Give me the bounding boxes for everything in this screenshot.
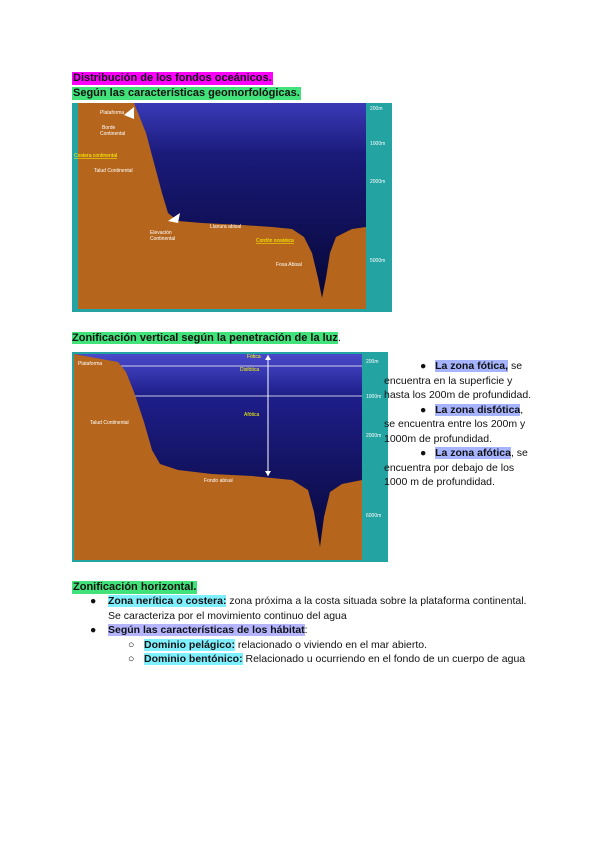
label-borde-continental: Continental — [100, 131, 126, 137]
label-fotica: Fótica — [247, 354, 261, 360]
depth2-1000: 1000m — [366, 394, 382, 400]
light-zones-diagram — [72, 352, 388, 562]
label-afotica: Afótica — [244, 412, 260, 418]
label-llanura: Llanura abisal — [210, 224, 242, 230]
horizontal-zoning-heading: Zonificación horizontal. — [73, 581, 197, 593]
label-fondo-abisal: Fondo abisal — [204, 478, 233, 484]
label2-plataforma: Plataforma — [78, 361, 103, 367]
label-plataforma: Plataforma — [100, 110, 125, 116]
horizontal-zoning-list — [72, 594, 532, 667]
label-borde: Borde — [102, 125, 116, 131]
list-item-habitat: ● Según las características de los hábitat: — [90, 624, 308, 636]
depth2-2000: 2000m — [366, 433, 382, 439]
label-disfotica: Disfótica — [240, 367, 260, 373]
label-cordon: Cordón oceánica — [256, 238, 294, 244]
geomorphology-heading: Según las características geomorfológicas. — [73, 87, 300, 99]
label-costera: Costera continental — [74, 153, 118, 159]
zone-item-disfotica: ● La zona disfótica, se encuentra entre los 200m y 1000m de profundidad. — [384, 403, 526, 445]
depth-200: 200m — [370, 106, 383, 112]
depth2-200: 200m — [366, 359, 379, 365]
label-talud: Talud Continental — [94, 168, 133, 174]
title-heading: Distribución de los fondos oceánicos. — [73, 72, 272, 84]
vertical-zoning-heading: Zonificación vertical según la penetración de la luz. — [72, 332, 341, 344]
zone-item-afotica: ● La zona afótica, se encuentra por debajo de los 1000 m de profundidad. — [384, 447, 528, 488]
ocean-floor-diagram — [72, 103, 392, 312]
list-item-bentonico: ○ Dominio bentónico: Relacionado u ocurriendo en el fondo de un cuerpo de agua — [128, 653, 526, 665]
list-item-pelagico: ○ Dominio pelágico: relacionado o viviendo en el mar abierto. — [128, 638, 428, 651]
light-zones-list — [384, 359, 534, 490]
depth2-6000: 6000m — [366, 513, 382, 519]
label-elevacion: Elevación — [150, 230, 172, 236]
zone-item-fotica: ● La zona fótica, se encuentra en la superficie y hasta los 200m de profundidad. — [384, 360, 532, 401]
depth-2000: 2000m — [370, 179, 386, 185]
depth-1000: 1000m — [370, 141, 386, 147]
list-item-neritica: ● Zona nerítica o costera: zona próxima a la costa situada sobre la plataforma continental. Se caracteriza por el movimiento continuo del agua — [90, 595, 527, 622]
depth-5000: 5000m — [370, 258, 386, 264]
label2-talud: Talud Continental — [90, 420, 129, 426]
label-fosa: Fosa Abisal — [276, 262, 302, 268]
label-elevacion-continental: Continental — [150, 236, 176, 242]
